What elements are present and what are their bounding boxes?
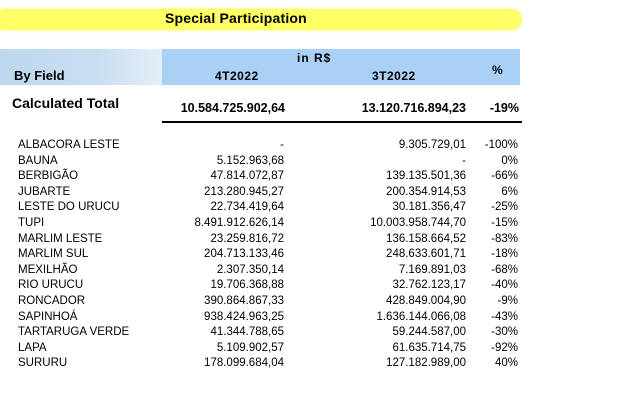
percent-change: -9%: [497, 294, 518, 307]
field-name: BERBIGÃO: [18, 170, 79, 183]
value-4t2022: 938.424.963,25: [204, 310, 284, 323]
value-3t2022: 200.354.914,53: [386, 185, 466, 198]
percent-change: -100%: [484, 139, 518, 151]
value-4t2022: 390.864.867,33: [204, 294, 284, 307]
value-3t2022: 32.762.123,17: [392, 279, 466, 292]
field-name: LAPA: [18, 341, 47, 354]
field-name: BAUNA: [18, 154, 58, 167]
value-3t2022: 10.003.958.744,70: [370, 216, 466, 229]
value-4t2022: 213.280.945,27: [204, 185, 284, 198]
table-row: [0, 264, 625, 280]
table-row: [0, 155, 625, 171]
table-row: [0, 217, 625, 233]
value-4t2022: 22.734.419,64: [210, 201, 284, 214]
table-row: [0, 342, 625, 358]
table-row: [0, 295, 625, 311]
value-3t2022: 248.633.601,71: [386, 248, 466, 261]
percent-change: 0%: [501, 154, 518, 167]
field-name: MARLIM LESTE: [18, 232, 103, 245]
value-4t2022: 41.344.788,65: [210, 326, 284, 339]
value-3t2022: 139.135.501,36: [386, 170, 466, 183]
column-header-percent: %: [492, 63, 504, 77]
field-name: MARLIM SUL: [18, 248, 89, 261]
percent-change: -92%: [491, 341, 518, 354]
value-3t2022: 9.305.729,01: [398, 139, 466, 151]
field-name: RIO URUCU: [18, 279, 84, 292]
value-4t2022: 204.713.133,46: [204, 248, 284, 261]
field-name: RONCADOR: [18, 294, 86, 307]
currency-unit-label: in R$: [297, 51, 332, 65]
table-row: [0, 186, 625, 202]
value-3t2022: 136.158.664,52: [386, 232, 466, 245]
table-row: [0, 170, 625, 186]
field-name: MEXILHÃO: [18, 263, 78, 276]
table-row: [0, 233, 625, 249]
percent-change: -30%: [491, 326, 518, 339]
value-3t2022: -: [462, 154, 466, 167]
percent-change: -83%: [491, 232, 518, 245]
table-row: [0, 279, 625, 295]
value-3t2022: 428.849.004,90: [386, 294, 466, 307]
percent-change: -43%: [491, 310, 518, 323]
value-4t2022: -: [280, 139, 284, 151]
percent-change: -25%: [491, 201, 518, 214]
table-row: [0, 139, 625, 155]
total-3t2022: 13.120.716.894,23: [361, 101, 466, 115]
by-field-label: By Field: [14, 68, 65, 83]
value-4t2022: 2.307.350,14: [216, 263, 284, 276]
column-header-3t2022: 3T2022: [372, 69, 416, 83]
field-name: LESTE DO URUCU: [18, 201, 120, 214]
table-row: [0, 311, 625, 327]
total-4t2022: 10.584.725.902,64: [180, 101, 285, 115]
value-4t2022: 178.099.684,04: [204, 357, 284, 370]
value-3t2022: 1.636.144.066,08: [376, 310, 466, 323]
value-4t2022: 19.706.368,88: [210, 279, 284, 292]
field-name: ALBACORA LESTE: [18, 139, 120, 151]
percent-change: -40%: [491, 279, 518, 292]
field-table: [0, 139, 625, 373]
table-row: [0, 201, 625, 217]
total-percent: -19%: [489, 101, 519, 115]
value-3t2022: 59.244.587,00: [392, 326, 466, 339]
value-3t2022: 30.181.356,47: [392, 201, 466, 214]
value-4t2022: 23.259.816,72: [210, 232, 284, 245]
percent-change: 6%: [501, 185, 518, 198]
column-header-4t2022: 4T2022: [215, 69, 259, 83]
field-name: TARTARUGA VERDE: [18, 326, 130, 339]
percent-change: -66%: [491, 170, 518, 183]
percent-change: -68%: [491, 263, 518, 276]
value-4t2022: 5.152.963,68: [216, 154, 284, 167]
percent-change: 40%: [494, 357, 518, 370]
value-3t2022: 61.635.714,75: [392, 341, 466, 354]
percent-change: -15%: [491, 216, 518, 229]
total-label: Calculated Total: [12, 95, 120, 111]
field-name: SAPINHOÁ: [18, 310, 78, 323]
value-3t2022: 127.182.989,00: [386, 357, 466, 370]
field-name: JUBARTE: [18, 185, 71, 198]
value-3t2022: 7.169.891,03: [398, 263, 466, 276]
value-4t2022: 5.109.902,57: [216, 341, 284, 354]
percent-change: -18%: [491, 248, 518, 261]
table-row: [0, 248, 625, 264]
table-row: [0, 357, 625, 373]
table-row: [0, 326, 625, 342]
value-4t2022: 47.814.072,87: [210, 170, 284, 183]
value-4t2022: 8.491.912.626,14: [194, 216, 284, 229]
field-name: SURURU: [18, 357, 68, 370]
total-underline: [162, 121, 522, 123]
page-title: Special Participation: [165, 10, 307, 26]
field-name: TUPI: [18, 216, 45, 229]
